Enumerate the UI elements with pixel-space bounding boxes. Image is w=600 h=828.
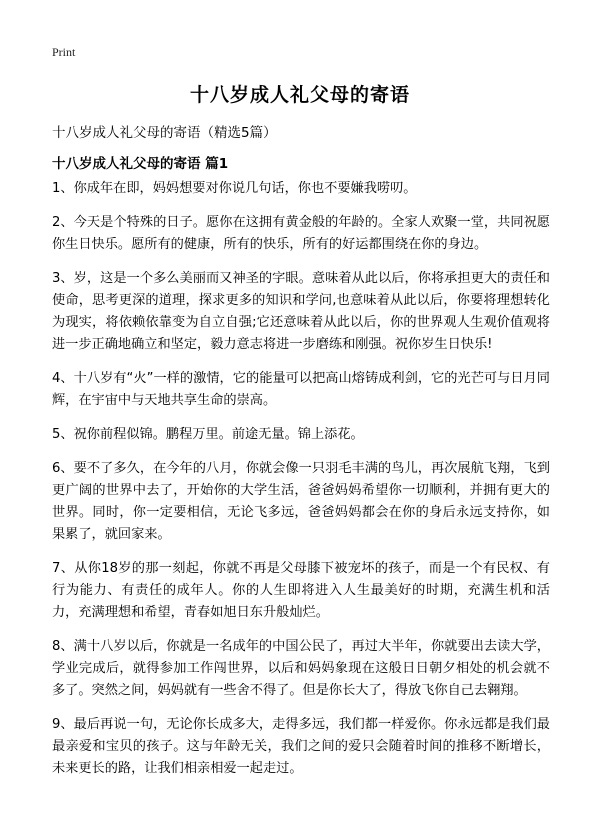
paragraph: 2、今天是个特殊的日子。愿你在这拥有黄金般的年龄的。全家人欢聚一堂，共同祝愿你生日快乐。愿所有的健康，所有的快乐，所有的好运都围绕在你的身边。 (52, 215, 550, 252)
paragraph: 3、岁，这是一个多么美丽而又神圣的字眼。意味着从此以后，你将承担更大的责任和使命，思考更深的道理，探求更多的知识和学问,也意味着从此以后，你要将理想转化为现实，将依赖依靠变为自立自强;它还意味着从此以后，你的世界观人生观价值观将进一步正确地确立和坚定，毅力意志将进一步磨练和刚强。祝你岁生日快乐! (52, 271, 550, 352)
print-link[interactable]: Print (52, 45, 76, 59)
paragraph: 6、要不了多久，在今年的八月，你就会像一只羽毛丰满的鸟儿，再次展航飞翔，飞到更广阔的世界中去了，开始你的大学生活，爸爸妈妈希望你一切顺利，并拥有更大的世界。同时，你一定要相信，无论飞多远，爸爸妈妈都会在你的身后永远支持你，如果累了，就回家来。 (52, 461, 550, 542)
paragraph: 4、十八岁有“火”一样的激情，它的能量可以把高山熔铸成利剑，它的光芒可与日月同辉，在宇宙中与天地共享生命的崇高。 (52, 371, 550, 408)
page-subtitle: 十八岁成人礼父母的寄语（精选5篇） (52, 125, 277, 141)
paragraph-list (52, 178, 550, 792)
section-heading: 十八岁成人礼父母的寄语 篇1 (52, 156, 229, 172)
paragraph: 5、祝你前程似锦。鹏程万里。前途无量。锦上添花。 (52, 427, 364, 442)
paragraph: 1、你成年在即，妈妈想要对你说几句话，你也不要嫌我唠叨。 (52, 181, 417, 196)
paragraph: 8、满十八岁以后，你就是一名成年的中国公民了，再过大半年，你就要出去读大学，学业完成后，就得参加工作闯世界，以后和妈妈象现在这般日日朝夕相处的机会就不多了。突然之间，妈妈就有一些舍不得了。但是你长大了，得放飞你自己去翱翔。 (52, 639, 550, 698)
page-title: 十八岁成人礼父母的寄语 (189, 84, 410, 106)
paragraph: 9、最后再说一句，无论你长成多大，走得多远，我们都一样爱你。你永远都是我们最最亲爱和宝贝的孩子。这与年龄无关，我们之间的爱只会随着时间的推移不断增长，未来更长的路，让我们相亲相爱一起走过。 (52, 717, 550, 776)
paragraph: 7、从你18岁的那一刻起，你就不再是父母膝下被宠坏的孩子，而是一个有民权、有行为能力、有责任的成年人。你的人生即将进入人生最美好的时期，充满生机和活力，充满理想和希望，青春如旭日东升般灿烂。 (52, 561, 550, 620)
